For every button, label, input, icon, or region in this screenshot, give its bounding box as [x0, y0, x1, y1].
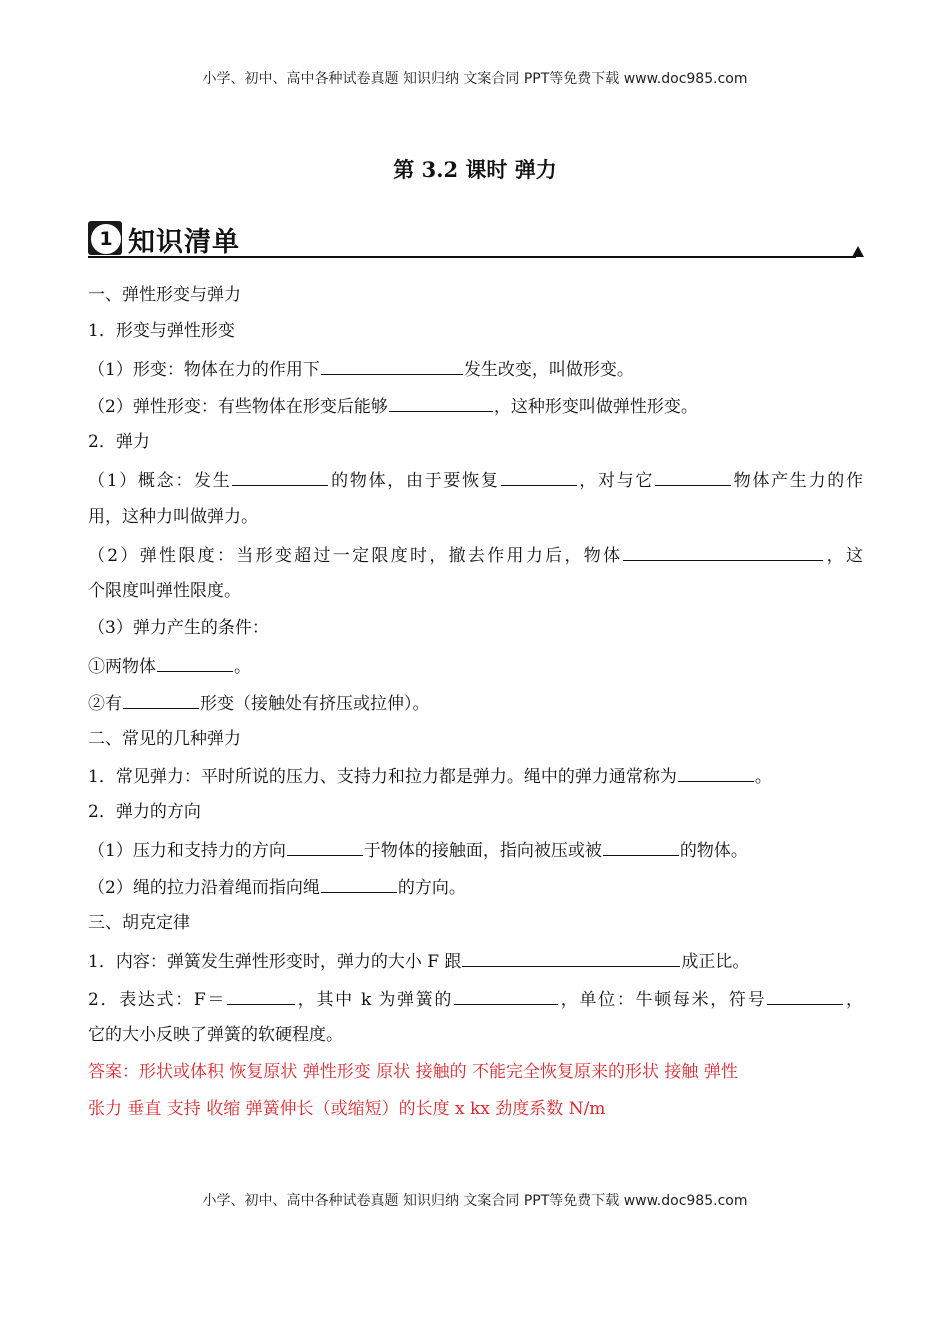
fill-blank[interactable] — [603, 838, 679, 856]
item-concept-cont: 用，这种力叫做弹力。 — [88, 507, 258, 527]
item-conditions: （3）弹力产生的条件： — [88, 618, 269, 638]
item-elastic-deformation — [88, 394, 863, 418]
text-segment: 。 — [754, 767, 772, 787]
heading-hookes-law: 三、胡克定律 — [88, 913, 190, 933]
condition-2 — [88, 691, 863, 715]
item-hookes-content — [88, 949, 863, 973]
page-header: 小学、初中、高中各种试卷真题 知识归纳 文案合同 PPT等免费下载 www.doc985.com — [202, 71, 748, 87]
fill-blank[interactable] — [623, 543, 823, 561]
item-hookes-expression — [88, 987, 863, 1011]
item-common-forces — [88, 764, 863, 788]
fill-blank[interactable] — [454, 987, 558, 1005]
text-segment: ，单位：牛顿每米，符号 — [559, 990, 767, 1010]
fill-blank[interactable] — [389, 394, 493, 412]
section-title: 知识清单 — [128, 227, 240, 258]
fill-blank[interactable] — [678, 764, 754, 782]
fill-blank[interactable] — [123, 691, 199, 709]
subheading-elastic-force: 2．弹力 — [88, 432, 150, 452]
text-segment: 物体产生力的作 — [732, 471, 864, 491]
item-elastic-limit — [88, 543, 863, 567]
heading-elastic-deformation: 一、弹性形变与弹力 — [88, 285, 241, 305]
section-number-badge — [88, 221, 122, 255]
text-segment: ，这 — [824, 546, 863, 566]
section-underline — [88, 256, 856, 258]
fill-blank[interactable] — [501, 468, 577, 486]
text-segment: 2．表达式：F＝ — [88, 990, 227, 1010]
fill-blank[interactable] — [227, 987, 295, 1005]
text-segment: 1．内容：弹簧发生弹性形变时，弹力的大小 F 跟 — [88, 952, 462, 972]
text-segment: ②有 — [88, 694, 122, 714]
fill-blank[interactable] — [462, 949, 680, 967]
triangle-icon — [852, 246, 864, 257]
item-elastic-limit-cont: 个限度叫弹性限度。 — [88, 581, 241, 601]
text-segment: 的物体。 — [679, 841, 748, 861]
text-segment: 形变（接触处有挤压或拉伸）。 — [200, 694, 430, 714]
fill-blank[interactable] — [321, 357, 463, 375]
text-segment: （1）概念：发生 — [88, 471, 232, 491]
section-heading — [88, 219, 863, 259]
text-segment: 的物体，由于要恢复 — [329, 471, 500, 491]
text-segment: （2）弹性形变：有些物体在形变后能够 — [88, 397, 388, 417]
text-segment: （1）压力和支持力的方向 — [88, 841, 286, 861]
item-concept — [88, 468, 863, 492]
item-deformation — [88, 357, 863, 381]
fill-blank[interactable] — [321, 875, 397, 893]
text-segment: （1）形变：物体在力的作用下 — [88, 360, 320, 380]
text-segment: ，对与它 — [577, 471, 655, 491]
page-footer: 小学、初中、高中各种试卷真题 知识归纳 文案合同 PPT等免费下载 www.doc985.com — [202, 1193, 748, 1209]
fill-blank[interactable] — [232, 468, 328, 486]
fill-blank[interactable] — [655, 468, 731, 486]
text-segment: 于物体的接触面，指向被压或被 — [363, 841, 602, 861]
fill-blank[interactable] — [157, 654, 233, 672]
lesson-title: 第 3.2 课时 弹力 — [393, 157, 557, 182]
text-segment: 成正比。 — [681, 952, 750, 972]
subheading-deformation: 1．形变与弹性形变 — [88, 321, 235, 341]
text-segment: 的方向。 — [397, 878, 466, 898]
text-segment: ，其中 k 为弹簧的 — [296, 990, 454, 1010]
answer-line-2: 张力 垂直 支持 收缩 弹簧伸长（或缩短）的长度 x kx 劲度系数 N/m — [88, 1099, 606, 1119]
item-tension-direction — [88, 875, 863, 899]
section-number: 1 — [91, 224, 121, 254]
text-segment: ①两物体 — [88, 657, 156, 677]
subheading-direction: 2．弹力的方向 — [88, 802, 201, 822]
text-segment: ，这种形变叫做弹性形变。 — [493, 397, 698, 417]
text-segment: 1．常见弹力：平时所说的压力、支持力和拉力都是弹力。绳中的弹力通常称为 — [88, 767, 677, 787]
text-segment: 。 — [234, 657, 251, 677]
text-segment: 发生改变，叫做形变。 — [463, 360, 634, 380]
text-segment: ， — [844, 990, 863, 1010]
item-hookes-expression-cont: 它的大小反映了弹簧的软硬程度。 — [88, 1025, 343, 1045]
answer-line-1: 答案：形状或体积 恢复原状 弹性形变 原状 接触的 不能完全恢复原来的形状 接触 弹性 — [88, 1062, 738, 1082]
heading-common-forces: 二、常见的几种弹力 — [88, 729, 241, 749]
fill-blank[interactable] — [287, 838, 363, 856]
item-pressure-direction — [88, 838, 863, 862]
fill-blank[interactable] — [767, 987, 843, 1005]
text-segment: （2）弹性限度：当形变超过一定限度时，撤去作用力后，物体 — [88, 546, 623, 566]
condition-1 — [88, 654, 863, 678]
text-segment: （2）绳的拉力沿着绳而指向绳 — [88, 878, 320, 898]
